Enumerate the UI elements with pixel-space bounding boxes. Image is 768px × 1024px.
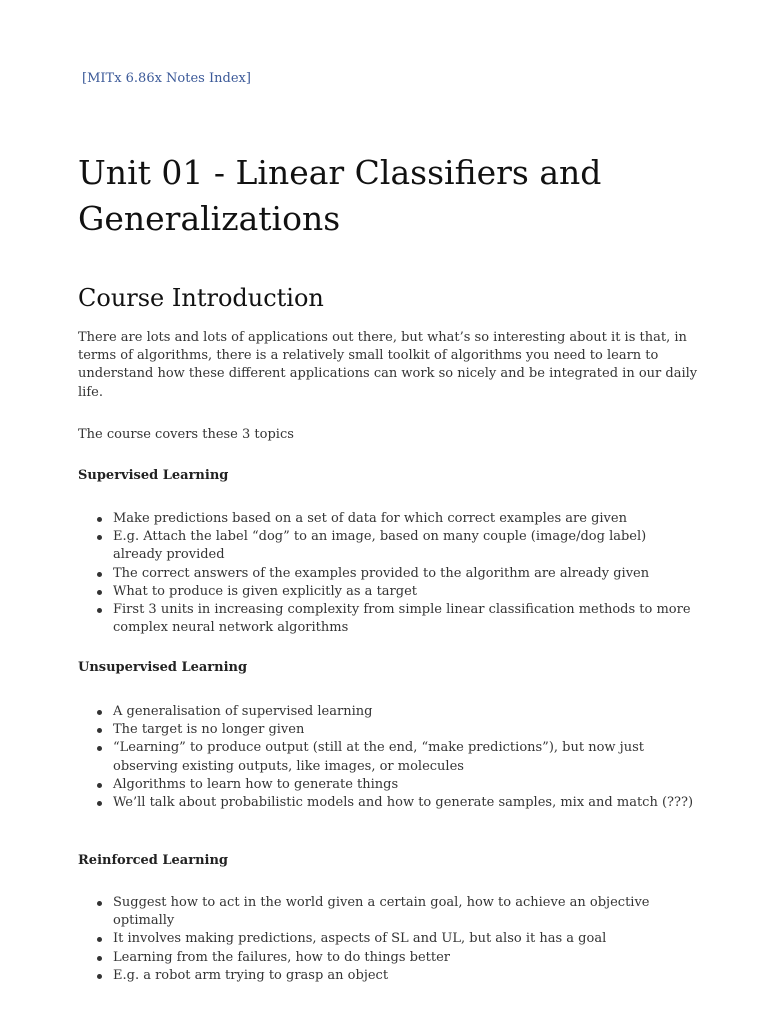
list-item-text: We’ll talk about probabilistic models and how to generate samples, mix and match (???) xyxy=(113,795,694,811)
topic-list-reinforced xyxy=(78,894,698,985)
bullet-icon xyxy=(97,746,102,751)
topic-list-supervised xyxy=(78,510,698,637)
topic-heading-reinforced: Reinforced Learning xyxy=(78,853,228,868)
notes-index-link[interactable]: [MITx 6.86x Notes Index] xyxy=(82,71,251,86)
bullet-icon xyxy=(97,572,102,577)
bullet-icon xyxy=(97,974,102,979)
bullet-icon xyxy=(97,783,102,788)
list-item-text: What to produce is given explicitly as a target xyxy=(113,583,417,599)
bullet-icon xyxy=(97,937,102,942)
page-title: Unit 01 - Linear Classifiers and Generalizations xyxy=(78,153,602,238)
list-item xyxy=(78,721,698,739)
list-item-text: A generalisation of supervised learning xyxy=(113,704,373,719)
bullet-icon xyxy=(97,590,102,595)
list-item-text: Learning from the failures, how to do things better xyxy=(113,949,451,965)
list-item-text: First 3 units in increasing complexity from simple linear classification methods to more complex neural network algorithms xyxy=(113,602,691,636)
list-item xyxy=(78,510,698,528)
list-item xyxy=(78,894,698,930)
list-item xyxy=(78,739,698,775)
list-item xyxy=(78,967,698,985)
bullet-icon xyxy=(97,956,102,961)
bullet-icon xyxy=(97,710,102,715)
list-item-text: Suggest how to act in the world given a certain goal, how to achieve an objective optimally xyxy=(113,895,650,929)
list-item xyxy=(78,776,698,794)
list-item xyxy=(78,703,698,721)
list-item xyxy=(78,583,698,601)
list-item-text: E.g. a robot arm trying to grasp an object xyxy=(113,967,389,983)
topic-heading-supervised: Supervised Learning xyxy=(78,468,229,483)
list-item-text: E.g. Attach the label “dog” to an image, based on many couple (image/dog label) already provided xyxy=(113,529,647,563)
list-item xyxy=(78,601,698,637)
list-item xyxy=(78,930,698,948)
list-item xyxy=(78,794,698,812)
bullet-icon xyxy=(97,535,102,540)
topic-list-unsupervised xyxy=(78,703,698,812)
bullet-icon xyxy=(97,801,102,806)
bullet-icon xyxy=(97,517,102,522)
list-item-text: It involves making predictions, aspects of SL and UL, but also it has a goal xyxy=(113,931,607,947)
topic-heading-unsupervised: Unsupervised Learning xyxy=(78,660,248,675)
topics-intro-line: The course covers these 3 topics xyxy=(78,427,294,442)
bullet-icon xyxy=(97,608,102,613)
list-item-text: Make predictions based on a set of data for which correct examples are given xyxy=(113,511,627,526)
section-heading: Course Introduction xyxy=(78,284,324,312)
list-item-text: The target is no longer given xyxy=(113,722,305,738)
list-item xyxy=(78,528,698,564)
list-item xyxy=(78,949,698,967)
list-item-text: Algorithms to learn how to generate things xyxy=(113,776,399,792)
list-item xyxy=(78,565,698,583)
list-item-text: “Learning” to produce output (still at the end, “make predictions”), but now just observing existing outputs, like images, or molecules xyxy=(113,740,644,774)
intro-paragraph: There are lots and lots of applications out there, but what’s so interesting about it is that, in terms of algorithms, there is a relatively small toolkit of algorithms you need to learn to understand how these different applications can work so nicely and be integrated in our daily life. xyxy=(78,330,698,400)
bullet-icon xyxy=(97,728,102,733)
list-item-text: The correct answers of the examples provided to the algorithm are already given xyxy=(113,565,650,581)
bullet-icon xyxy=(97,901,102,906)
